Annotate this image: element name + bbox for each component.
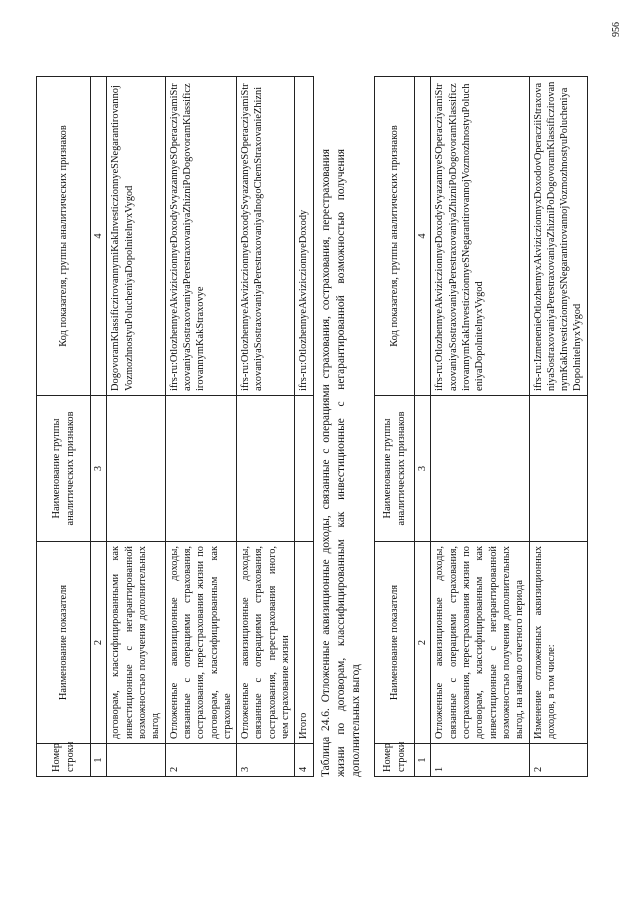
group-name xyxy=(431,396,529,542)
indicator-name: Изменение отложенных аквизиционных доходов, в том числе: xyxy=(529,542,587,744)
indicator-code: ifrs-ru:IzmenenieOtlozhennyxAkviziczionnyxDoxodovOperacziiStraxovaniyaSostraxovaniyaPerestraxovaniyaZhizniPoDogovoramKlassificzirovannymKakInvesticzionnyeSNegarantirovannojVozmozhnostyuPolucheniyaDopolnitelnyxVygod xyxy=(529,77,587,396)
indicator-name: Отложенные аквизиционные доходы, связанные с операциями страхования, сострахования, перестрахования жизни по договорам, классифицированным как страховые xyxy=(165,542,237,744)
row-number: 1 xyxy=(431,744,529,777)
group-name xyxy=(165,396,237,542)
header-name: Наименование показателя xyxy=(375,542,415,744)
group-name xyxy=(295,396,313,542)
header-num: Номер строки xyxy=(375,744,415,777)
column-number: 3 xyxy=(91,396,107,542)
column-number: 2 xyxy=(91,542,107,744)
table-row xyxy=(529,77,587,777)
group-name xyxy=(107,396,165,542)
indicator-code: ifrs-ru:OtlozhennyeAkviziczionnyeDoxody xyxy=(295,77,313,396)
table-row xyxy=(237,77,295,777)
row-number xyxy=(107,744,165,777)
row-number: 2 xyxy=(165,744,237,777)
indicator-name: Отложенные аквизиционные доходы, связанные с операциями страхования, сострахования, перестрахования жизни по договорам, классифицированным как инвестиционные с негарантированной возможностью получения дополнительных выгод, на начало отчетного периода xyxy=(431,542,529,744)
column-number: 4 xyxy=(91,77,107,396)
indicator-code: ifrs-ru:OtlozhennyeAkviziczionnyeDoxodySvyazannyeSOperacziyamiStraxovaniyaSostraxovaniyaPerestraxovaniyaInogoChemStraxovanieZhizni xyxy=(237,77,295,396)
group-name xyxy=(529,396,587,542)
indicator-code: ifrs-ru:OtlozhennyeAkviziczionnyeDoxodySvyazannyeSOperacziyamiStraxovaniyaSostraxovaniyaPerestraxovaniyaZhizniPoDogovoramKlassificzirovannymKakInvesticzionnyeSNegarantirovannojVozmozhnostyuPolucheniyaDopolnitelnyxVygod xyxy=(431,77,529,396)
table-row xyxy=(295,77,313,777)
header-code: Код показателя, группы аналитических признаков xyxy=(375,77,415,396)
header-code: Код показателя, группы аналитических признаков xyxy=(37,77,91,396)
header-num: Номер строки xyxy=(37,744,91,777)
column-number: 4 xyxy=(415,77,431,396)
table-1 xyxy=(36,76,314,777)
row-number: 4 xyxy=(295,744,313,777)
header-group: Наименование группы аналитических признаков xyxy=(37,396,91,542)
column-number: 3 xyxy=(415,396,431,542)
group-name xyxy=(237,396,295,542)
column-number: 2 xyxy=(415,542,431,744)
indicator-name: договорам, классифицированными как инвестиционные с негарантированной возможностью получения дополнительных выгод xyxy=(107,542,165,744)
table-caption: Таблица 24.6. Отложенные аквизиционные доходы, связанные с операциями страхования, сострахования, перестрахования жизни по договорам, классифицированным как инвестиционные с негарантированной возможностью получения дополнительных выгод xyxy=(320,149,363,777)
table-2 xyxy=(374,76,588,777)
table-row xyxy=(107,77,165,777)
header-group: Наименование группы аналитических признаков xyxy=(375,396,415,542)
indicator-name: Отложенные аквизиционные доходы, связанные с операциями страхования, сострахования, перестрахования иного, чем страхование жизни xyxy=(237,542,295,744)
header-name: Наименование показателя xyxy=(37,542,91,744)
column-number: 1 xyxy=(415,744,431,777)
indicator-name: Итого xyxy=(295,542,313,744)
row-number: 2 xyxy=(529,744,587,777)
page-number: 956 xyxy=(611,22,622,37)
row-number: 3 xyxy=(237,744,295,777)
indicator-code: DogovoramKlassificzirovannymiKakInvesticzionnyeSNegarantirovannojVozmozhnostyuPolucheniyaDopolnitelnyxVygod xyxy=(107,77,165,396)
table-row xyxy=(431,77,529,777)
table-row xyxy=(165,77,237,777)
column-number: 1 xyxy=(91,744,107,777)
indicator-code: ifrs-ru:OtlozhennyeAkviziczionnyeDoxodySvyazannyeSOperacziyamiStraxovaniyaSostraxovaniyaPerestraxovaniyaZhizniPoDogovoramKlassificzirovannymKakStraxovye xyxy=(165,77,237,396)
